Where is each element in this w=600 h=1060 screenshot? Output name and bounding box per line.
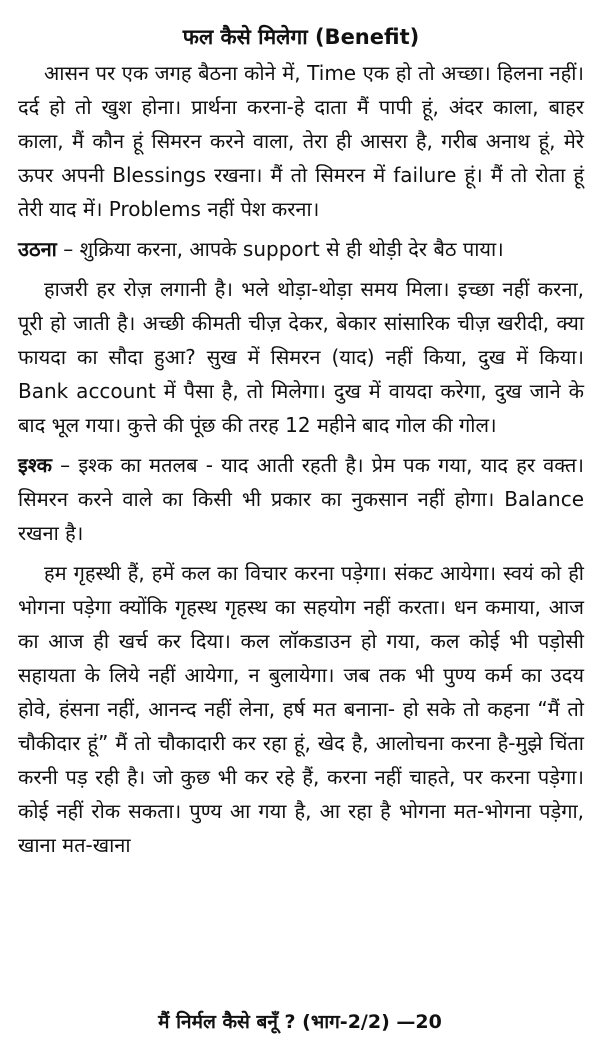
term-ishq: इश्क — [18, 453, 52, 477]
paragraph-asana: आसन पर एक जगह बैठना कोने में, Time एक हो तो अच्छा। हिलना नहीं। दर्द हो तो खुश होना। प्रार्थना करना-हे दाता मैं पापी हूं, अंदर काला, बाहर काला, मैं कौन हूं सिमरन करने वाला, तेरा ही आसरा है, गरीब अनाथ हूं, मेरे ऊपर अपनी Blessings रखना। मैं तो सिमरन में failure हूं। मैं तो रोता हूं तेरी याद में। Problems नहीं पेश करना। — [18, 61, 584, 221]
page-footer: मैं निर्मल कैसे बनूँ ? (भाग-2/2) —20 — [158, 1011, 442, 1033]
paragraph-hajri: हाजरी हर रोज़ लगानी है। भले थोड़ा-थोड़ा समय मिला। इच्छा नहीं करना, पूरी हो जाती है। अच्छी कीमती चीज़ देकर, बेकार सांसारिक चीज़ खरीदी, क्या फायदा का सौदा हुआ? सुख में सिमरन (याद) नहीं किया, दुख में किया। Bank account में पैसा है, तो मिलेगा। दुख में वायदा करेगा, दुख जाने के बाद भूल गया। कुत्ते की पूंछ की तरह 12 महीने बाद गोल की गोल। — [18, 277, 584, 437]
page-title: फल कैसे मिलेगा (Benefit) — [182, 25, 420, 49]
paragraph-uthna — [18, 232, 584, 266]
term-uthna: उठना — [18, 237, 57, 261]
paragraph-uthna-text: – शुक्रिया करना, आपके support से ही थोड़ी देर बैठ पाया। — [56, 237, 504, 261]
paragraph-grihasthi: हम गृहस्थी हैं, हमें कल का विचार करना पड़ेगा। संकट आयेगा। स्वयं को ही भोगना पड़ेगा क्योंकि गृहस्थ गृहस्थ का सहयोग नहीं करता। धन कमाया, आज का आज ही खर्च कर दिया। कल लॉकडाउन हो गया, कल कोई भी पड़ोसी सहायता के लिये नहीं आयेगा, न बुलायेगा। जब तक भी पुण्य कर्म का उदय होवे, हंसना नहीं, आनन्द नहीं लेना, हर्ष मत बनाना- हो सके तो कहना “मैं तो चौकीदार हूं” मैं तो चौकादारी कर रहा हूं, खेद है, आलोचना करना है-मुझे चिंता करनी पड़ रही है। जो कुछ भी कर रहे हैं, करना नहीं चाहते, पर करना पड़ेगा। कोई नहीं रोक सकता। पुण्य आ गया है, आ रहा है भोगना मत-भोगना पड़ेगा, खाना मत-खाना — [18, 561, 584, 857]
paragraph-ishq — [18, 448, 584, 550]
paragraph-ishq-text: – इश्क का मतलब - याद आती रहती है। प्रेम पक गया, याद हर वक्त। सिमरन करने वाले का किसी भी प्रकार का नुकसान नहीं होगा। Balance रखना है। — [18, 453, 584, 545]
